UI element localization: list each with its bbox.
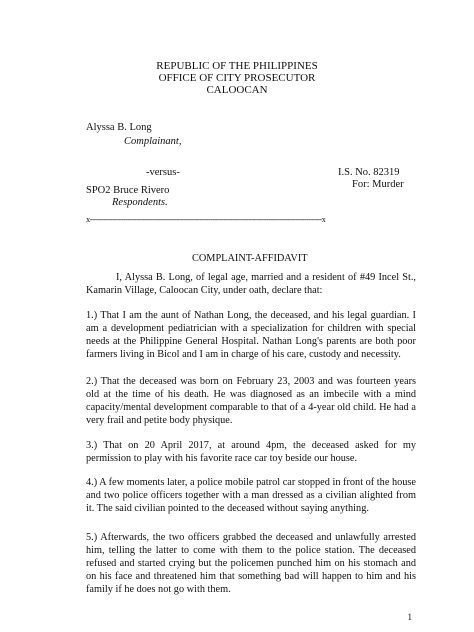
case-number: I.S. No. 82319: [338, 167, 400, 178]
paragraph-5-text: 5.) Afterwards, the two officers grabbed the deceased and unlawfully arrested him, telling the latter to come with them to the police station. The deceased refused and started crying but the policemen punched him on his stomach and on his face and threatened him that something bad will happen to him and his family if he does not go with them.: [86, 532, 416, 595]
paragraph-1-text: 1.) That I am the aunt of Nathan Long, the deceased, and his legal guardian. I am a development pediatrician with a specialization for children with special needs at the Philippine General Hospital. Nathan Long's parents are both poor farmers living in Bicol and I am in charge of his care, custody and necessity.: [86, 310, 416, 360]
paragraph-4-text: 4.) A few moments later, a police mobile patrol car stopped in front of the house and two police officers together with a man dressed as a civilian alighted from it. The said civilian pointed to the deceased without saying anything.: [86, 477, 416, 514]
header-city: CALOOCAN: [206, 84, 268, 96]
paragraph-4: [86, 477, 416, 516]
intro-text: I, Alyssa B. Long, of legal age, married and a resident of #49 Incel St., Kamarin Village, Caloocan City, under oath, declare that:: [86, 272, 416, 296]
page-number: 1: [407, 612, 412, 622]
paragraph-1: [86, 310, 416, 362]
complainant-role: Complainant,: [124, 136, 182, 147]
paragraph-2: [86, 376, 416, 428]
paragraph-3: [86, 440, 416, 466]
paragraph-3-text: 3.) That on 20 April 2017, at around 4pm, the deceased asked for my permission to play with his favorite race car toy beside our house.: [86, 440, 416, 464]
document-title: COMPLAINT-AFFIDAVIT: [192, 253, 308, 264]
respondent-role: Respondents.: [112, 197, 168, 208]
paragraph-2-text: 2.) That the deceased was born on February 23, 2003 and was fourteen years old at the time of his death. He was diagnosed as an imbecile with a mind capacity/mental development comparable to that of a 4-year old child. He had a very frail and petite body physique.: [86, 376, 416, 426]
respondent-name: SPO2 Bruce Rivero: [86, 185, 170, 196]
complainant-name: Alyssa B. Long: [86, 122, 152, 133]
header-republic: REPUBLIC OF THE PHILIPPINES: [156, 60, 318, 72]
header-office: OFFICE OF CITY PROSECUTOR: [158, 72, 316, 84]
caption-separator: x--------------------------------------------------------------------------------------------------------x: [86, 214, 326, 224]
paragraph-5: [86, 532, 416, 597]
intro-paragraph: [86, 272, 416, 298]
case-offense: For: Murder: [352, 179, 404, 190]
versus-label: -versus-: [146, 167, 180, 178]
